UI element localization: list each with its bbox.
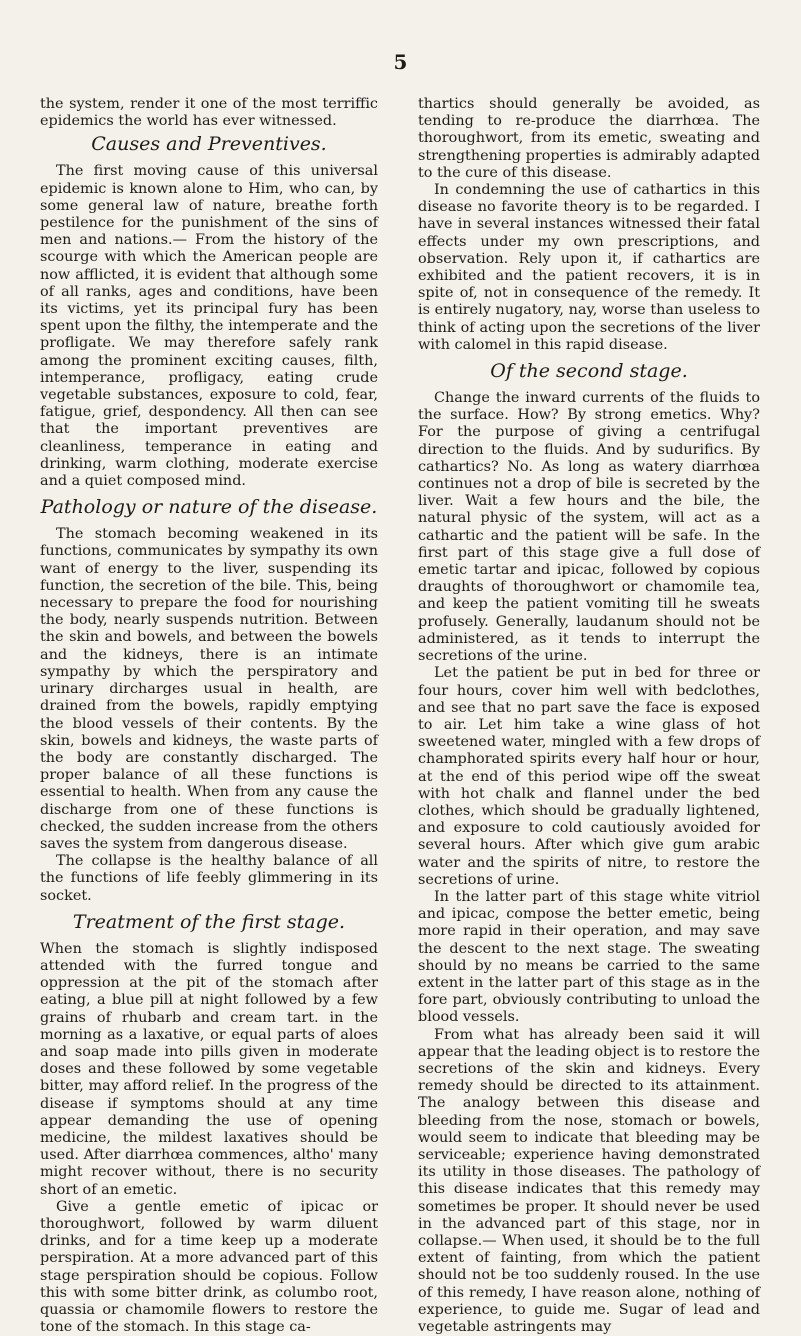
intro-paragraph: the system, render it one of the most terriffic epidemics the world has ever witnessed. — [40, 96, 378, 130]
heading-pathology: Pathology or nature of the disease. — [40, 496, 378, 519]
paragraph-second-3: In the latter part of this stage white vitriol and ipicac, compose the better emetic, being more rapid in their operation, and may save the descent to the next stage. The sweating should by no means be carried to the same extent in the latter part of this stage as in the fore part, obviously contributing to unload the blood vessels. — [418, 888, 760, 1026]
paragraph-pathology-2: The collapse is the healthy balance of all the functions of life feebly glimmering in its socket. — [40, 853, 378, 904]
page-number: 5 — [393, 50, 408, 74]
paragraph-pathology-1: The stomach becoming weakened in its functions, communicates by sympathy its own want of energy to the liver, suspending its function, the secretion of the bile. This, being necessary to prepare the food for nourishing the body, nearly suspends nutrition. Between the skin and bowels, and between the bowels and the kidneys, there is an intimate sympathy by which the perspiratory and urinary dircharges usual in health, are drained from the bowels, rapidly emptying the blood vessels of their contents. By the skin, bowels and kidneys, the waste parts of the body are constantly discharged. The proper balance of all these functions is essential to health. When from any cause the discharge from one of these functions is checked, the sudden increase from the others saves the system from dangerous disease. — [40, 526, 378, 852]
paragraph-second-1: Change the inward currents of the fluids to the surface. How? By strong emetics. Why? For the purpose of giving a centrifugal direction to the fluids. And by sudurifics. By cathartics? No. As long as watery diarrhœa continues not a drop of bile is secreted by the liver. Wait a few hours and the bile, the natural physic of the system, will act as a cathartic and the patient will be safe. In the first part of this stage give a full dose of emetic tartar and ipicac, followed by copious draughts of thoroughwort or chamomile tea, and keep the patient vomiting till he sweats profusely. Generally, laudanum should not be administered, as it tends to interrupt the secretions of the urine. — [418, 390, 760, 665]
paragraph-continued: thartics should generally be avoided, as tending to re-produce the diarrhœa. The thoroughwort, from its emetic, sweating and strengthening properties is admirably adapted to the cure of this disease. — [418, 96, 760, 181]
heading-causes: Causes and Preventives. — [91, 133, 327, 156]
paragraph-causes: The first moving cause of this universal epidemic is known alone to Him, who can, by some general law of nature, breathe forth pestilence for the punishment of the sins of men and nations.— From the history of the scourge with which the American people are now afflicted, it is evident that although some of all ranks, ages and conditions, have been its victims, yet its principal fury has been spent upon the filthy, the intemperate and the profligate. We may therefore safely rank among the prominent exciting causes, filth, intemperance, profligacy, eating crude vegetable substances, exposure to cold, fear, fatigue, grief, despondency. All then can see that the important preventives are cleanliness, temperance in eating and drinking, warm clothing, moderate exercise and a quiet composed mind. — [40, 163, 378, 490]
paragraph-treatment-2: Give a gentle emetic of ipicac or thoroughwort, followed by warm diluent drinks, and for a time keep up a moderate perspiration. At a more advanced part of this stage perspiration should be copious. Follow this with some bitter drink, as columbo root, quassia or chamomile flowers to restore the tone of the stomach. In this stage ca- — [40, 1198, 378, 1336]
paragraph-second-4: From what has already been said it will appear that the leading object is to restore the secretions of the skin and kidneys. Every remedy should be directed to its attainment. The analogy between this disease and bleeding from the nose, stomach or bowels, would seem to indicate that bleeding may be serviceable; experience having demonstrated its utility in those diseases. The pathology of this disease indicates that this remedy may sometimes be proper. It should never be used in the advanced part of this stage, nor in collapse.— When used, it should be to the full extent of fainting, from which the patient should not be too suddenly roused. In the use of this remedy, I have reason alone, nothing of experience, to guide me. Sugar of lead and vegetable astringents may — [418, 1026, 760, 1336]
left-column — [40, 96, 378, 1336]
right-column — [418, 96, 760, 1336]
paragraph-second-2: Let the patient be put in bed for three or four hours, cover him well with bedclothes, and see that no part save the face is exposed to air. Let him take a wine glass of hot sweetened water, mingled with a few drops of champhorated spirits every half hour or hour, at the end of this period wipe off the sweat with hot chalk and flannel under the bed clothes, which should be gradually lightened, and exposure to cold cautiously avoided for several hours. After which give gum arabic water and the spirits of nitre, to restore the secretions of urine. — [418, 665, 760, 888]
paragraph-treatment-1: When the stomach is slightly indisposed attended with the furred tongue and oppression at the pit of the stomach after eating, a blue pill at night followed by a few grains of rhubarb and cream tart. in the morning as a laxative, or equal parts of aloes and soap made into pills given in moderate doses and these followed by some vegetable bitter, may afford relief. In the progress of the disease if symptoms should at any time appear demanding the use of opening medicine, the mildest laxatives should be used. After diarrhœa commences, altho' many might recover without, there is no security short of an emetic. — [40, 940, 378, 1198]
paragraph-condemn: In condemning the use of cathartics in this disease no favorite theory is to be regarded. I have in several instances witnessed their fatal effects under my own prescriptions, and observation. Rely upon it, if cathartics are exhibited and the patient recovers, it is in spite of, not in consequence of the remedy. It is entirely nugatory, nay, worse than useless to think of acting upon the secretions of the liver with calomel in this rapid disease. — [418, 182, 760, 353]
heading-treatment: Treatment of the first stage. — [72, 910, 346, 933]
heading-second-stage: Of the second stage. — [490, 360, 688, 383]
